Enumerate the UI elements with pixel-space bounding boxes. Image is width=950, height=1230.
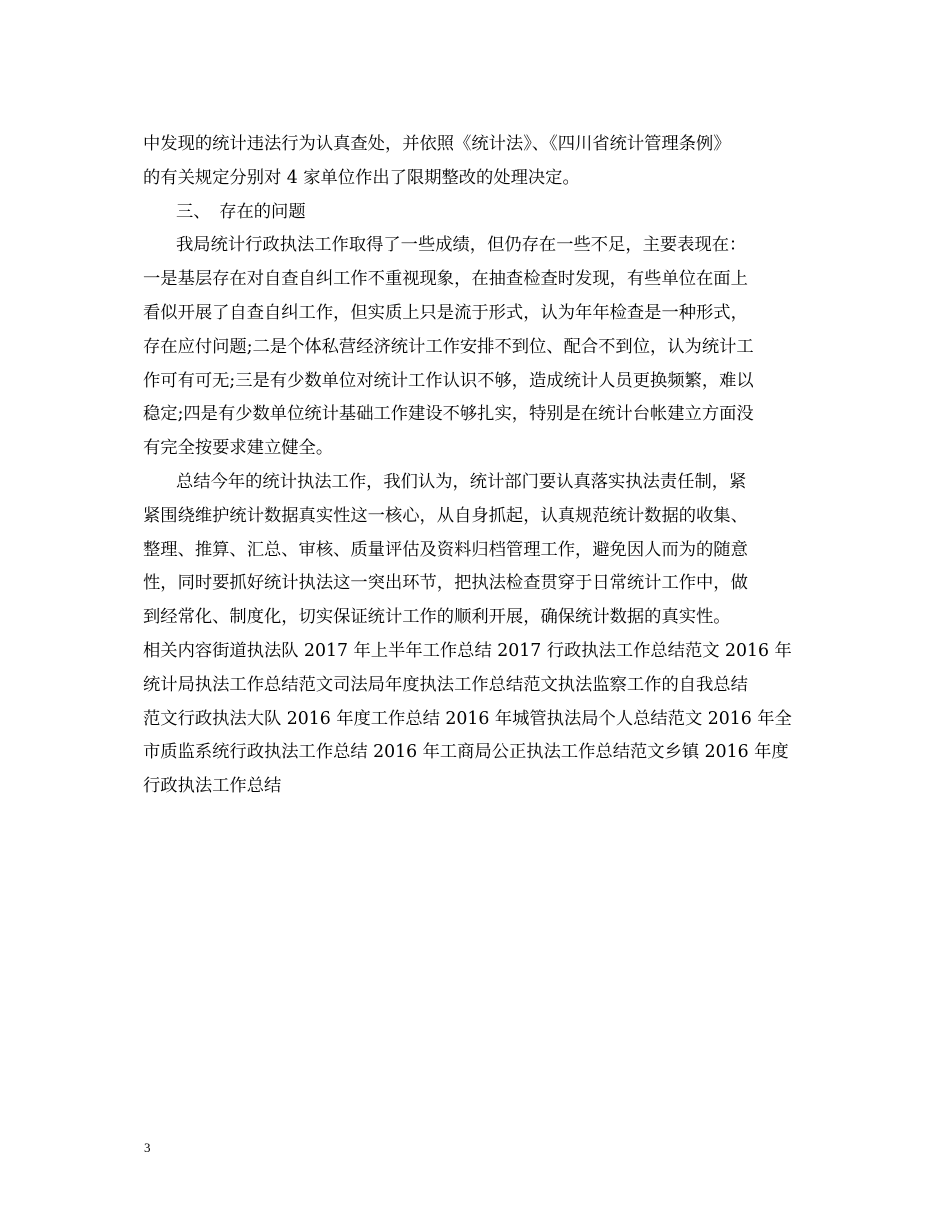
related-content-line: 行政执法工作总结 bbox=[143, 776, 282, 797]
paragraph-line: 中发现的统计违法行为认真查处，并依照《统计法》、《四川省统计管理条例》 bbox=[143, 134, 731, 154]
paragraph-line: 到经常化、制度化，切实保证统计工作的顺利开展，确保统计数据的真实性。 bbox=[143, 607, 731, 628]
paragraph-line: 一是基层存在对自查自纠工作不重视现象，在抽查检查时发现，有些单位在面上 bbox=[143, 269, 748, 290]
paragraph-line: 有完全按要求建立健全。 bbox=[143, 438, 334, 459]
related-content-line: 市质监系统行政执法工作总结 2016 年工商局公正执法工作总结范文乡镇 2016 年度 bbox=[143, 742, 789, 763]
paragraph-line: 看似开展了自查自纠工作，但实质上只是流于形式，认为年年检查是一种形式， bbox=[143, 302, 748, 323]
paragraph-line: 存在应付问题;二是个体私营经济统计工作安排不到位、配合不到位，认为统计工 bbox=[143, 336, 754, 357]
paragraph-line: 整理、推算、汇总、审核、质量评估及资料归档管理工作，避免因人而为的随意 bbox=[143, 539, 748, 560]
related-content-line: 范文行政执法大队 2016 年度工作总结 2016 年城管执法局个人总结范文 2016 年全 bbox=[143, 708, 792, 729]
document-body bbox=[143, 128, 808, 804]
paragraph-line: 性，同时要抓好统计执法这一突出环节，把执法检查贯穿于日常统计工作中，做 bbox=[143, 573, 748, 594]
paragraph-line: 的有关规定分别对 4 家单位作出了限期整改的处理决定。 bbox=[143, 167, 580, 188]
related-content-line: 统计局执法工作总结范文司法局年度执法工作总结范文执法监察工作的自我总结 bbox=[143, 674, 748, 695]
paragraph-line: 总结今年的统计执法工作，我们认为，统计部门要认真落实执法责任制，紧 bbox=[176, 471, 747, 492]
paragraph-line: 稳定;四是有少数单位统计基础工作建设不够扎实，特别是在统计台帐建立方面没 bbox=[143, 404, 754, 425]
paragraph-line: 紧围绕维护统计数据真实性这一核心，从自身抓起，认真规范统计数据的收集、 bbox=[143, 505, 748, 526]
page-number: 3 bbox=[144, 1140, 151, 1155]
paragraph-line: 作可有可无;三是有少数单位对统计工作认识不够，造成统计人员更换频繁，难以 bbox=[143, 370, 754, 391]
section-heading: 三、 存在的问题 bbox=[176, 201, 306, 222]
paragraph-line: 我局统计行政执法工作取得了一些成绩，但仍存在一些不足，主要表现在： bbox=[176, 235, 747, 256]
related-content-line: 相关内容街道执法队 2017 年上半年工作总结 2017 行政执法工作总结范文 2016 年 bbox=[143, 640, 792, 661]
